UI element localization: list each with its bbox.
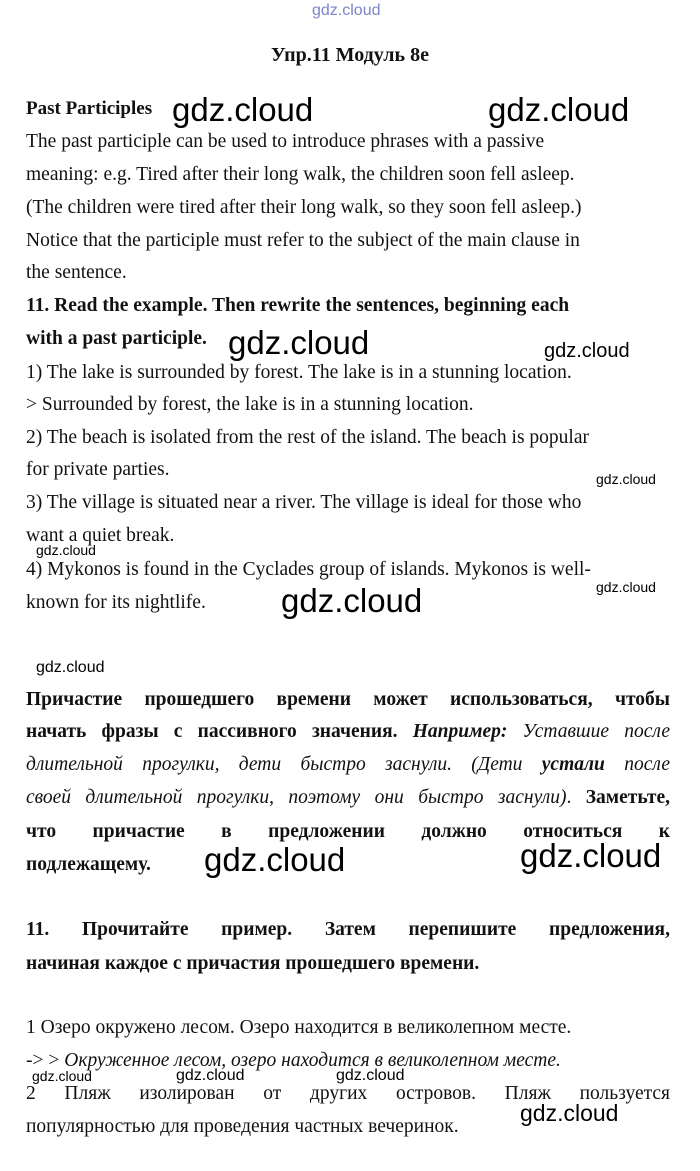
exercise-line: 1) The lake is surrounded by forest. The lake is in a stunning location. xyxy=(26,362,572,383)
exercise-line: want a quiet break. xyxy=(26,525,175,546)
rule-line: Причастие прошедшего времени может использоваться, чтобы xyxy=(26,689,670,710)
task-heading-ru: начиная каждое с причастия прошедшего времени. xyxy=(26,953,480,974)
rule-punctuation: . xyxy=(566,787,572,808)
rule-text-bold: Заметьте, xyxy=(585,787,671,808)
watermark-large: gdz.cloud xyxy=(172,91,314,128)
exercise-answer-ru xyxy=(26,1046,561,1076)
watermark-large: gdz.cloud xyxy=(228,324,370,361)
watermark-top: gdz.cloud xyxy=(312,2,381,19)
watermark-small: gdz.cloud xyxy=(176,1067,245,1084)
paragraph-line: The past participle can be used to introduce phrases with a passive xyxy=(26,131,545,152)
watermark-medium: gdz.cloud xyxy=(544,340,630,362)
watermark-small: gdz.cloud xyxy=(596,471,656,487)
task-heading: with a past participle. xyxy=(26,328,207,349)
watermark-small: gdz.cloud xyxy=(336,1067,405,1084)
watermark-small: gdz.cloud xyxy=(596,579,656,595)
section-heading: Past Participles xyxy=(26,98,153,119)
watermark-medium: gdz.cloud xyxy=(520,1100,619,1126)
paragraph-line: Notice that the participle must refer to the subject of the main clause in xyxy=(26,230,580,251)
task-heading-ru: 11. Прочитайте пример. Затем перепишите предложения, xyxy=(26,919,670,940)
paragraph-line: the sentence. xyxy=(26,262,127,283)
paragraph-line: (The children were tired after their long walk, so they soon fell asleep.) xyxy=(26,197,582,218)
watermark-large: gdz.cloud xyxy=(204,841,346,878)
rule-example-emphasis: устали xyxy=(541,754,605,775)
rule-example-text: Уставшие после xyxy=(522,721,671,742)
rule-line: подлежащему. xyxy=(26,854,151,875)
watermark-large: gdz.cloud xyxy=(520,837,662,874)
page-title: Упр.11 Модуль 8e xyxy=(271,44,429,66)
answer-text: Окруженное лесом, озеро находится в великолепном месте. xyxy=(64,1050,561,1071)
rule-example-text: длительной прогулки, дети быстро заснули. (Дети xyxy=(26,754,523,775)
exercise-line-ru: 2 Пляж изолирован от других островов. Пляж пользуется xyxy=(26,1083,670,1104)
watermark-large: gdz.cloud xyxy=(488,91,630,128)
exercise-line: 4) Mykonos is found in the Cyclades group of islands. Mykonos is well- xyxy=(26,559,591,580)
exercise-line: > Surrounded by forest, the lake is in a stunning location. xyxy=(26,394,474,415)
watermark-small: gdz.cloud xyxy=(32,1068,92,1084)
exercise-line: known for its nightlife. xyxy=(26,592,206,613)
exercise-line-ru: 1 Озеро окружено лесом. Озеро находится в великолепном месте. xyxy=(26,1017,572,1038)
rule-example-text: своей длительной прогулки, поэтому они быстро заснули) xyxy=(26,787,567,808)
exercise-line-ru: популярностью для проведения частных вечеринок. xyxy=(26,1116,459,1137)
answer-arrow: -> > xyxy=(26,1050,60,1071)
rule-line xyxy=(26,750,670,780)
rule-line xyxy=(26,783,670,813)
task-heading: 11. Read the example. Then rewrite the sentences, beginning each xyxy=(26,295,570,316)
paragraph-line: meaning: e.g. Tired after their long walk, the children soon fell asleep. xyxy=(26,164,575,185)
rule-line: что причастие в предложении должно относиться к xyxy=(26,821,670,842)
rule-example-label: Например: xyxy=(412,721,508,742)
exercise-line: 2) The beach is isolated from the rest of the island. The beach is popular xyxy=(26,427,589,448)
exercise-line: for private parties. xyxy=(26,459,170,480)
watermark-small: gdz.cloud xyxy=(36,659,105,676)
exercise-line: 3) The village is situated near a river. The village is ideal for those who xyxy=(26,492,582,513)
rule-text-bold: начать фразы с пассивного значения. xyxy=(26,721,398,742)
rule-example-text: после xyxy=(624,754,670,775)
rule-line xyxy=(26,717,670,747)
watermark-large: gdz.cloud xyxy=(281,582,423,619)
watermark-small: gdz.cloud xyxy=(36,542,96,558)
